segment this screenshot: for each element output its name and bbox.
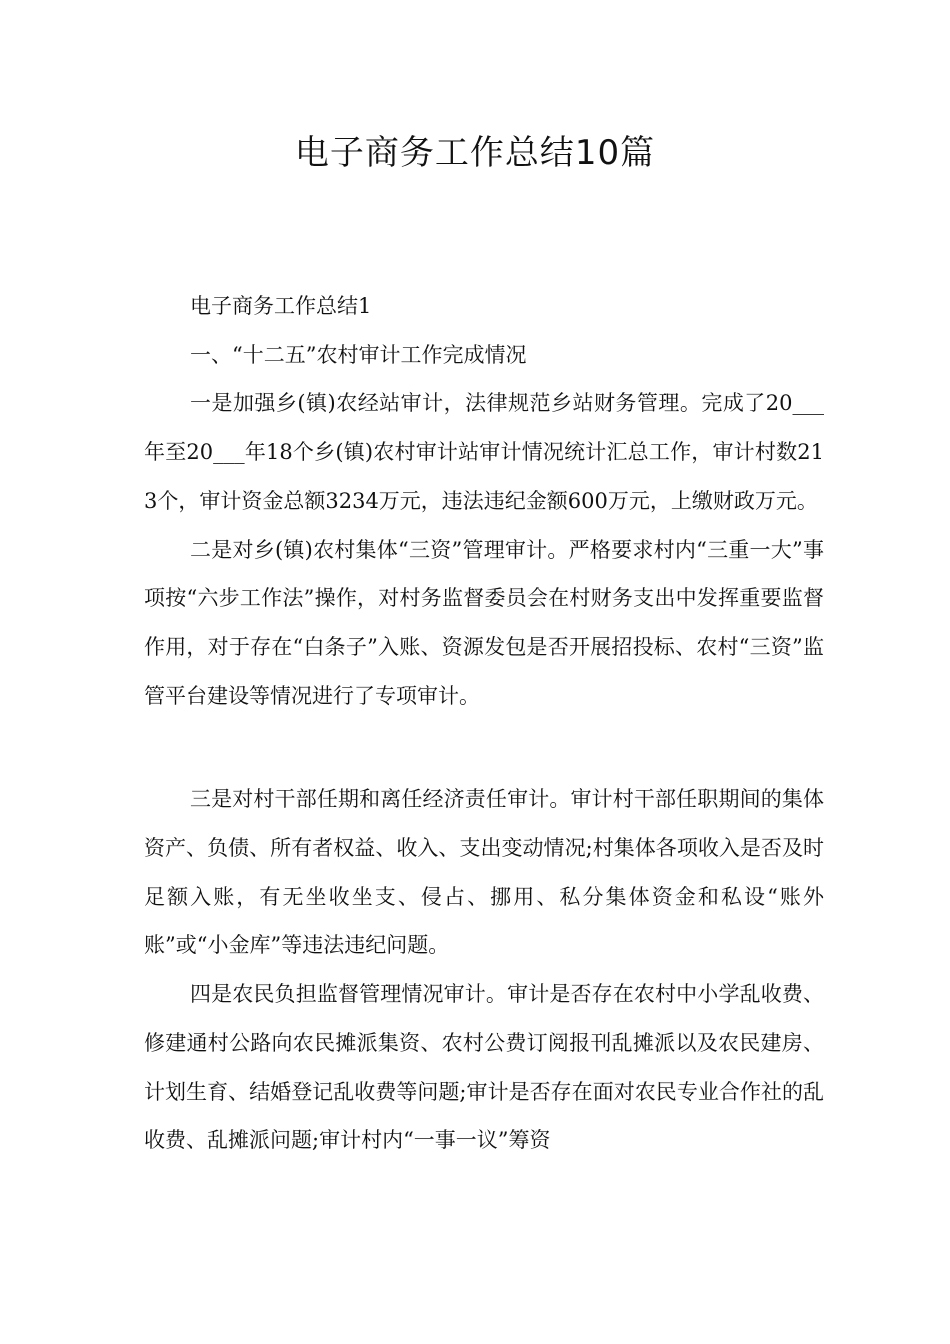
document-title: 电子商务工作总结10篇 bbox=[294, 133, 656, 173]
paragraph-4: 四是农民负担监督管理情况审计。审计是否存在农村中小学乱收费、修建通村公路向农民摊派集资、农村公费订阅报刊乱摊派以及农民建房、计划生育、结婚登记乱收费等问题;审计是否存在面对农民专业合作社的乱收费、乱摊派问题;审计村内“一事一议”筹资 bbox=[144, 982, 824, 1153]
document-body bbox=[144, 282, 824, 1165]
subheading: 一、“十二五”农村审计工作完成情况 bbox=[190, 342, 527, 367]
paragraph-gap bbox=[144, 720, 824, 775]
section-heading: 电子商务工作总结1 bbox=[190, 294, 372, 318]
paragraph-2: 二是对乡(镇)农村集体“三资”管理审计。严格要求村内“三重一大”事项按“六步工作法”操作，对村务监督委员会在村财务支出中发挥重要监督作用，对于存在“白条子”入账、资源发包是否开展招投标、农村“三资”监管平台建设等情况进行了专项审计。 bbox=[144, 537, 824, 708]
paragraph-1: 一是加强乡(镇)农经站审计，法律规范乡站财务管理。完成了20___年至20___年18个乡(镇)农村审计站审计情况统计汇总工作，审计村数213个，审计资金总额3234万元，违法违纪金额600万元，上缴财政万元。 bbox=[144, 391, 824, 513]
paragraph-3: 三是对村干部任期和离任经济责任审计。审计村干部任职期间的集体资产、负债、所有者权益、收入、支出变动情况;村集体各项收入是否及时足额入账，有无坐收坐支、侵占、挪用、私分集体资金和私设“账外账”或“小金库”等违法违纪问题。 bbox=[144, 787, 824, 958]
